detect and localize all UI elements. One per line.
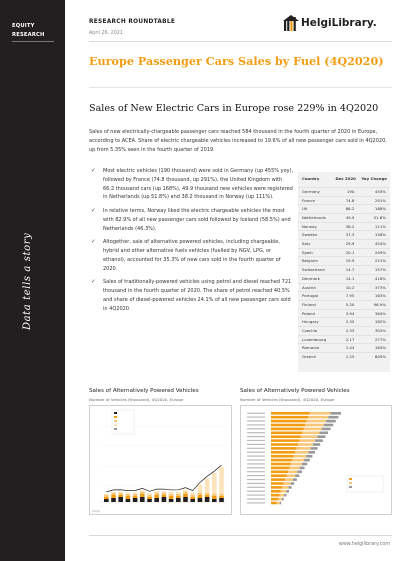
chart1-bar (118, 492, 123, 493)
chart1-bar (104, 499, 109, 502)
chart2-label-mark (247, 452, 265, 453)
chart1-bar (219, 494, 224, 496)
chart2-box (240, 405, 392, 515)
sidebar (0, 0, 65, 561)
chart2-label-mark (247, 498, 265, 499)
chart1-bar (162, 491, 167, 493)
chart2-bar (291, 463, 302, 466)
chart2-bar (277, 502, 280, 505)
table-row (298, 318, 390, 327)
chart2-bar (301, 435, 317, 438)
chart1-bar (162, 493, 167, 495)
chart1-bar (169, 494, 174, 496)
table-cell-value: 1.25 (333, 353, 358, 361)
table-row (298, 266, 390, 275)
footer-url[interactable]: www.helgilibrary.com (338, 542, 390, 547)
chart2-bar (271, 420, 307, 423)
table-header-country: Country (302, 176, 320, 181)
table-header-change: Yoy Change (361, 176, 387, 181)
chart1-bar (126, 494, 131, 496)
bullet-item (89, 167, 294, 202)
table-cell-change: 303% (358, 327, 390, 336)
chart2-bar (271, 459, 292, 462)
chart2-bar (286, 490, 289, 493)
chart2-label-mark (247, 456, 265, 457)
sidebar-slogan: Data tells a story (22, 232, 33, 330)
chart2-bar (281, 490, 286, 493)
chart2-bar (308, 416, 328, 419)
table-cell-change: 373% (358, 283, 390, 292)
table-row (298, 205, 390, 214)
table-cell-change: 163% (358, 292, 390, 301)
chart1-bar (169, 499, 174, 502)
table-row (298, 222, 390, 231)
chart2-bar (322, 428, 331, 431)
table-row (298, 187, 390, 196)
bullet-text: Sales of traditionally-powered vehicles using petrol and diesel reached 721 thousand in the fourth quarter of 2020. The share of petrol reached 40.5% and share of diesel-powered vehicles 24.1% of all new passenger cars sold in 4Q2020. (103, 279, 292, 312)
chart2-bar (328, 416, 338, 419)
bullet-list (89, 167, 294, 318)
chart2-bar (306, 455, 312, 458)
chart1-bar (126, 496, 131, 499)
checkmark-icon: ✓ (91, 168, 96, 174)
chart1-bar (205, 497, 210, 502)
checkmark-icon: ✓ (91, 239, 96, 246)
table-cell-value: 7.95 (333, 292, 358, 301)
chart1-bar (111, 493, 116, 495)
table-cell-value: 14.7 (333, 266, 358, 275)
table-cell-change: 184% (358, 344, 390, 353)
chart1-bar (133, 496, 138, 498)
chart2-label-mark (247, 417, 265, 418)
chart2-bar (284, 482, 291, 485)
chart2-bar (295, 451, 308, 454)
chart1-bar (140, 492, 145, 494)
chart1-bar (176, 492, 181, 494)
chart2-bar (271, 471, 288, 474)
table-cell-country: Netherlands (298, 213, 333, 222)
chart2-bar (271, 494, 279, 497)
chart1-bar (154, 491, 159, 493)
table-cell-country: UK (298, 205, 333, 214)
chart1-bar (190, 497, 195, 499)
table-cell-value: 10.2 (333, 283, 358, 292)
table-row (298, 300, 390, 309)
table-cell-change: 805% (358, 353, 390, 361)
chart1-bar (154, 493, 159, 495)
chart1-bar (162, 497, 167, 502)
chart2-bar (278, 498, 282, 501)
chart2-graphic (241, 406, 393, 516)
logo-text: HelgiLibrary. (301, 17, 377, 29)
table-cell-country: Austria (298, 283, 333, 292)
chart2-bar (271, 412, 310, 415)
chart2-bar (282, 498, 284, 501)
table-cell-change: 455% (358, 187, 390, 196)
chart1-bar (104, 494, 109, 495)
table-cell-change: 157% (358, 266, 390, 275)
table-cell-change: 158% (358, 231, 390, 240)
chart2-bar (297, 447, 311, 450)
table-cell-value: 37.3 (333, 231, 358, 240)
header-divider (89, 41, 392, 42)
table-cell-change: 209% (358, 248, 390, 257)
chart2-bar (310, 412, 331, 415)
table-cell-change: 182% (358, 318, 390, 327)
chart1-bar (198, 495, 203, 498)
sidebar-tag-line2: RESEARCH (12, 32, 45, 38)
sidebar-tag (12, 22, 45, 40)
chart1-bar (147, 499, 152, 502)
table-cell-country: Denmark (298, 274, 333, 283)
chart1-bar (126, 493, 131, 494)
table-cell-country: Poland (298, 309, 333, 318)
chart1-bar (104, 495, 109, 497)
chart2-bar (326, 420, 336, 423)
chart2-bar (271, 463, 291, 466)
article-lead: Sales of new electrically-chargeable passenger cars reached 584 thousand in the fourth quarter of 2020 in Europe, according to ACEA. Share of electric chargeable vehicles increased to 19.6% of all new passenger cars sold in 4Q2020, up from 5.35% seen in the fourth quarter of 2019. (89, 129, 387, 153)
table-cell-value: 5.20 (333, 300, 358, 309)
chart2-label-mark (247, 479, 265, 480)
table-cell-change: 221% (358, 257, 390, 266)
chart2-label-mark (247, 440, 265, 441)
table-cell-value: 2.17 (333, 335, 358, 344)
chart2-bar (271, 435, 301, 438)
chart2-bar (279, 494, 284, 497)
chart2-bar (271, 478, 285, 481)
table-cell-change: 454% (358, 240, 390, 249)
chart2-label-mark (247, 459, 265, 460)
chart1-bar (133, 493, 138, 494)
chart1-bar (111, 498, 116, 502)
table-cell-country: Germany (298, 187, 333, 196)
chart2-bar (271, 474, 287, 477)
chart2-label-mark (247, 424, 265, 425)
chart1-bar (162, 495, 167, 497)
table-cell-value: 66.2 (333, 205, 358, 214)
chart2-bar (295, 474, 299, 477)
table-row (298, 335, 390, 344)
table-row (298, 257, 390, 266)
chart2-bar (293, 478, 297, 481)
chart1-bar (183, 494, 188, 497)
chart1-bar (183, 497, 188, 502)
chart2-bar (271, 416, 308, 419)
chart2-bar (307, 420, 326, 423)
chart2-label-mark (247, 467, 265, 468)
chart1-bar (198, 484, 203, 493)
table-cell-country: Greece (298, 353, 333, 361)
chart2-bar (271, 432, 302, 435)
table-header-value: Dec 2020 (335, 176, 356, 181)
library-logo-icon (283, 15, 299, 32)
chart1-bar (183, 490, 188, 492)
chart2-label-mark (247, 432, 265, 433)
chart1-bar (104, 497, 109, 499)
table-cell-value: 19.9 (333, 257, 358, 266)
chart2-bar (302, 432, 319, 435)
chart2-bar (298, 443, 313, 446)
table-row (298, 240, 390, 249)
table-cell-value: 29.9 (333, 240, 358, 249)
chart2-bar (315, 439, 323, 442)
chart1-bar (205, 493, 210, 495)
chart1-bar (190, 499, 195, 502)
chart1-bar (133, 498, 138, 502)
chart2-bar (271, 502, 277, 505)
chart1-logo-mark: Helgi (92, 509, 100, 513)
chart2-bar (271, 482, 284, 485)
table-row (298, 196, 390, 205)
chart2-bar (294, 455, 306, 458)
table-cell-change: 51.8% (358, 213, 390, 222)
chart1-bar (190, 495, 195, 497)
checkmark-icon: ✓ (91, 207, 96, 214)
chart2-bar (271, 428, 304, 431)
kicker: RESEARCH ROUNDTABLE (89, 19, 176, 25)
table-cell-change: 416% (358, 274, 390, 283)
bullet-item (89, 207, 294, 233)
table-cell-change: 111% (358, 222, 390, 231)
chart2-bar (311, 447, 318, 450)
report-title: Europe Passenger Cars Sales by Fuel (4Q2020) (89, 54, 384, 68)
bullet-item (89, 278, 294, 313)
chart1-bar (140, 494, 145, 497)
chart2-bar (271, 498, 278, 501)
chart1-bar (118, 497, 123, 502)
table-cell-country: Belgium (298, 257, 333, 266)
chart2-subtitle: Number of Vehicles (thousand), 4Q2020, Europe (240, 397, 335, 402)
chart2-bar (299, 439, 315, 442)
chart2-bar (313, 443, 320, 446)
table-cell-country: Switzerland (298, 266, 333, 275)
chart2-bar (289, 467, 299, 470)
chart2-bar (324, 424, 333, 427)
chart2-bar (284, 494, 286, 497)
bullet-text: In relative terms, Norway liked the electric chargeable vehicles the most with 82.9% of all new passenger cars sold followed by Iceland (58.5%) and Netherlands (46.3%). (103, 207, 291, 232)
chart2-bar (271, 467, 289, 470)
chart1-bar (140, 490, 145, 492)
chart2-bar (331, 412, 342, 415)
footer-divider (89, 535, 392, 536)
chart2-label-mark (247, 487, 265, 488)
chart1-bar (118, 495, 123, 497)
table-cell-change: 364% (358, 309, 390, 318)
chart1-bar (212, 473, 217, 494)
chart1-bar (205, 495, 210, 497)
chart1-bar (147, 493, 152, 495)
section-divider (89, 87, 392, 88)
chart2-bar (297, 471, 302, 474)
table-cell-country: Romania (298, 344, 333, 353)
chart2-bar (319, 432, 328, 435)
table-cell-country: Portugal (298, 292, 333, 301)
table-row (298, 292, 390, 301)
chart1-bar (190, 493, 195, 495)
chart2-bar (271, 486, 282, 489)
chart1-bar (183, 492, 188, 494)
chart2-label-mark (247, 436, 265, 437)
chart2-label-mark (247, 413, 265, 414)
table-row (298, 213, 390, 222)
table-cell-value: 20.1 (333, 248, 358, 257)
chart1-bar (176, 496, 181, 498)
chart1-bar (212, 499, 217, 502)
chart2-bar (304, 428, 322, 431)
chart1-bar (111, 495, 116, 498)
chart1-bar (219, 496, 224, 498)
chart1-bar (198, 498, 203, 502)
chart1-bar (205, 478, 210, 493)
chart2-bar (304, 459, 310, 462)
table-cell-change: 96.9% (358, 300, 390, 309)
table-cell-change: 168% (358, 205, 390, 214)
table-row (298, 274, 390, 283)
checkmark-icon: ✓ (91, 279, 96, 286)
chart2-bar (271, 439, 299, 442)
chart1-graphic (90, 406, 233, 516)
chart2-bar (317, 435, 325, 438)
table-cell-country: Sweden (298, 231, 333, 240)
table-row (298, 231, 390, 240)
chart1-bar (176, 494, 181, 496)
table-cell-country: Czechia (298, 327, 333, 336)
table-cell-country: Italy (298, 240, 333, 249)
chart2-bar (280, 502, 282, 505)
chart1-bar (140, 497, 145, 502)
chart1-bar (147, 495, 152, 497)
chart1-bar (154, 498, 159, 502)
bullet-text: Most electric vehicles (190 thousand) were sold in Germany (up 455% yoy), followed by France (74.8 thousand, up 291%), the United Kingdom with 66.2 thousand cars (up 168%), 49.9 thousand new vehicles were registered in Netherlands (up 51.8%) and 38.2 thousand in Norway (up 111%). (103, 168, 294, 201)
chart2-bar (289, 486, 292, 489)
chart1-bar (111, 492, 116, 493)
table-cell-value: 1.44 (333, 344, 358, 353)
table-row (298, 283, 390, 292)
table-row (298, 344, 390, 353)
chart2-bar (291, 482, 294, 485)
table-row (298, 309, 390, 318)
chart1-bar (219, 467, 224, 494)
chart2-bar (308, 451, 315, 454)
table-cell-change: 291% (358, 196, 390, 205)
table-cell-value: 3.94 (333, 309, 358, 318)
chart2-label-mark (247, 502, 265, 503)
chart2-bar (282, 486, 288, 489)
sidebar-tag-line1: EQUITY (12, 23, 35, 29)
table-cell-country: Spain (298, 248, 333, 257)
table-cell-value: 49.9 (333, 213, 358, 222)
chart1-box (89, 405, 232, 515)
table-cell-change: 277% (358, 335, 390, 344)
chart1-bar (169, 496, 174, 499)
chart2-label-mark (247, 471, 265, 472)
chart1-bar (219, 498, 224, 502)
chart2-label-mark (247, 495, 265, 496)
chart1-bar (176, 498, 181, 502)
sidebar-divider (12, 41, 54, 42)
chart2-label-mark (247, 491, 265, 492)
chart2-label-mark (247, 420, 265, 421)
chart2-label-mark (247, 475, 265, 476)
chart1-bar (147, 497, 152, 499)
chart1-subtitle: Number of Vehicles (thousand), 4Q2020, Europe (89, 397, 184, 402)
chart1-bar (212, 494, 217, 496)
chart2-bar (288, 471, 297, 474)
chart2-bar (305, 424, 324, 427)
table-row (298, 248, 390, 257)
chart1-bar (154, 495, 159, 498)
table-cell-value: 2.35 (333, 318, 358, 327)
chart1-title: Sales of Alternatively Powered Vehicles (89, 388, 199, 394)
table-cell-value: 190 (333, 187, 358, 196)
chart2-bar (292, 459, 304, 462)
chart2-bar (271, 447, 297, 450)
chart1-bar (198, 493, 203, 495)
table-cell-country: France (298, 196, 333, 205)
chart2-label-mark (247, 428, 265, 429)
chart1-bar (126, 499, 131, 502)
chart2-title: Sales of Alternatively Powered Vehicles (240, 388, 350, 394)
table-cell-country: Hungary (298, 318, 333, 327)
chart2-label-mark (247, 448, 265, 449)
chart2-bar (285, 478, 293, 481)
bullet-text: Altogether, sale of alternative powered vehicles, including chargeable, hybrid and other alternative fuels vehicles (fuelled by NGV, LPG, or ethanol), accounted for 35.3% of new cars sold in the fourth quarter of 2020. (103, 239, 281, 272)
chart2-bar (287, 474, 296, 477)
table-cell-country: Luxembourg (298, 335, 333, 344)
publish-date: April 26, 2021 (89, 31, 123, 36)
logo[interactable] (283, 14, 391, 36)
chart2-bar (300, 467, 305, 470)
chart2-bar (271, 455, 294, 458)
chart1-bar (169, 492, 174, 494)
table-row (298, 327, 390, 336)
chart2-label-mark (247, 444, 265, 445)
chart1-bar (118, 493, 123, 495)
table-cell-value: 2.33 (333, 327, 358, 336)
chart2-label-mark (247, 483, 265, 484)
chart2-bar (271, 424, 305, 427)
table-cell-value: 14.1 (333, 274, 358, 283)
chart1-bar (212, 496, 217, 499)
table-row (298, 353, 390, 361)
table-cell-country: Norway (298, 222, 333, 231)
bullet-item (89, 238, 294, 273)
chart2-bar (271, 490, 281, 493)
chart2-bar (302, 463, 307, 466)
table-cell-country: Finland (298, 300, 333, 309)
chart1-bar (133, 494, 138, 496)
table-cell-value: 74.8 (333, 196, 358, 205)
chart2-label-mark (247, 463, 265, 464)
chart2-bar (271, 451, 295, 454)
chart2-bar (271, 443, 298, 446)
table-cell-value: 38.2 (333, 222, 358, 231)
country-table (298, 172, 390, 372)
article-headline: Sales of New Electric Cars in Europe rose 229% in 4Q2020 (89, 103, 379, 114)
